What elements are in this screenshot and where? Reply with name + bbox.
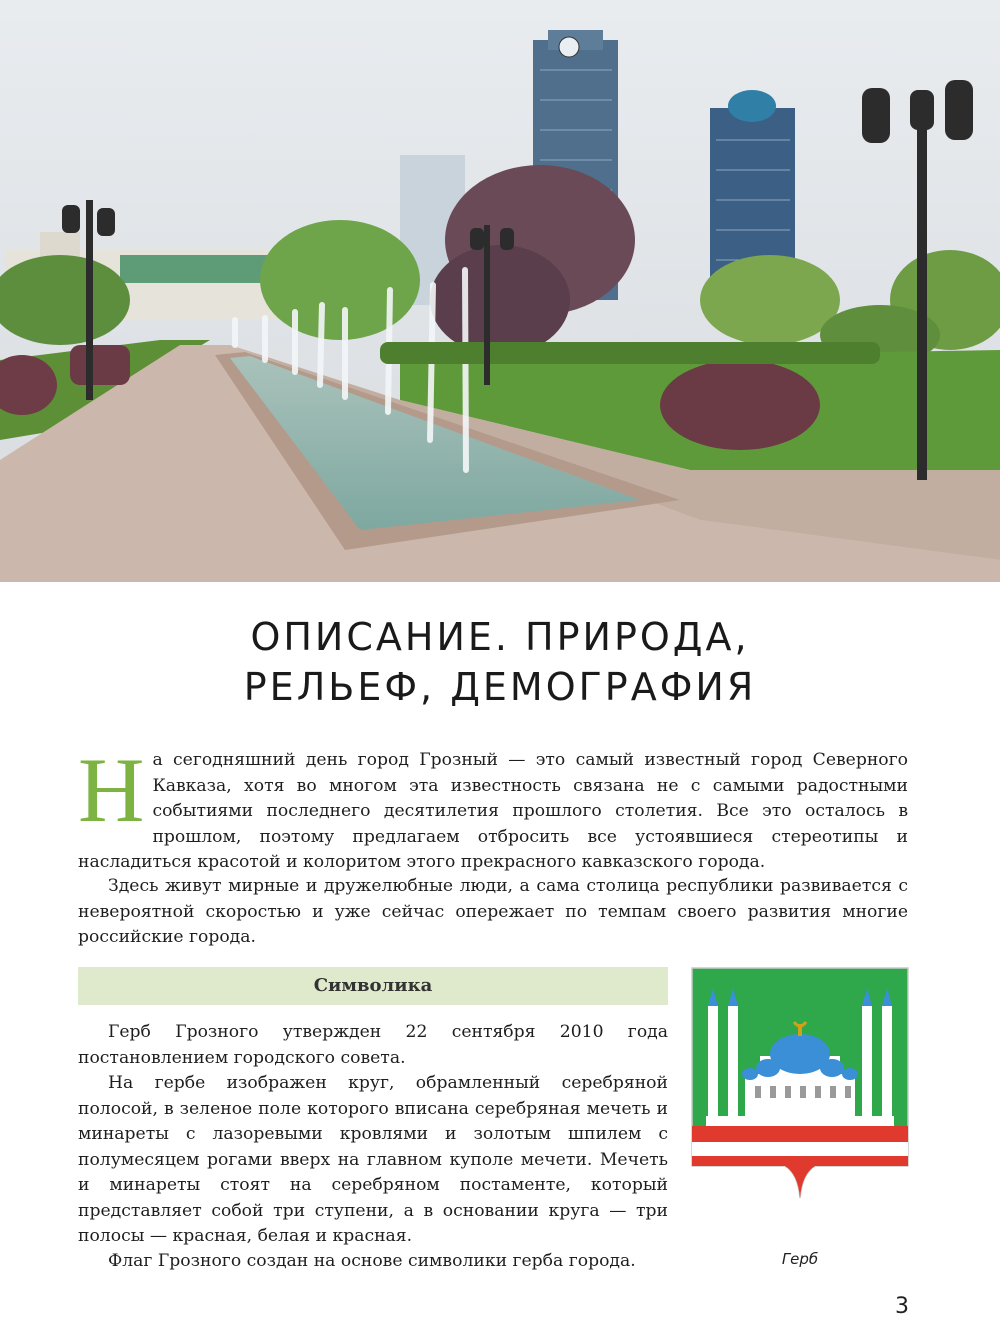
page-title: [0, 612, 1000, 712]
coat-of-arms-caption: Герб: [781, 1250, 819, 1268]
title-line-2: РЕЛЬЕФ, ДЕМОГРАФИЯ: [243, 665, 757, 709]
city-park-photo: [0, 0, 1000, 582]
symbolics-paragraph-1: Герб Грозного утвержден 22 сентября 2010 года постановлением городского совета.: [78, 1022, 668, 1068]
intro-paragraph-2: Здесь живут мирные и дружелюбные люди, а сама столица республики развивается с невероятной скоростью и уже сейчас опережает по темпам своего развития многие российские города.: [78, 876, 908, 947]
drop-cap: Н: [78, 739, 145, 841]
intro-text: а сегодняшний день город Грозный — это самый известный город Северного Кавказа, хотя во многом эта известность связана не с самыми радостными событиями последнего десятилетия прошлого столетия. Все это осталось в прошлом, поэтому предлагаем отбросить все устоявшиеся стереотипы и насладиться красотой и колоритом этого прекрасного кавказского города.: [78, 750, 908, 872]
intro-paragraph: [78, 739, 908, 876]
symbolics-paragraph-2: На гербе изображен круг, обрамленный серебряной полосой, в зеленое поле которого вписана серебряная мечеть и минареты с лазоревыми кровлями и золотым шпилем с полумесяцем рогами вверх на главном куполе мечети. Мечеть и минареты стоят на серебряном постаменте, который представляет собой три ступени, а в основании круга — три полосы — красная, белая и красная.: [78, 1073, 668, 1246]
page-number: 3: [895, 1294, 909, 1319]
section-heading-symbolics: Символика: [78, 967, 668, 1005]
symbolics-paragraph-3: Флаг Грозного создан на основе символики герба города.: [108, 1251, 636, 1271]
coat-of-arms: [690, 966, 910, 1234]
title-line-1: ОПИСАНИЕ. ПРИРОДА,: [250, 615, 750, 659]
